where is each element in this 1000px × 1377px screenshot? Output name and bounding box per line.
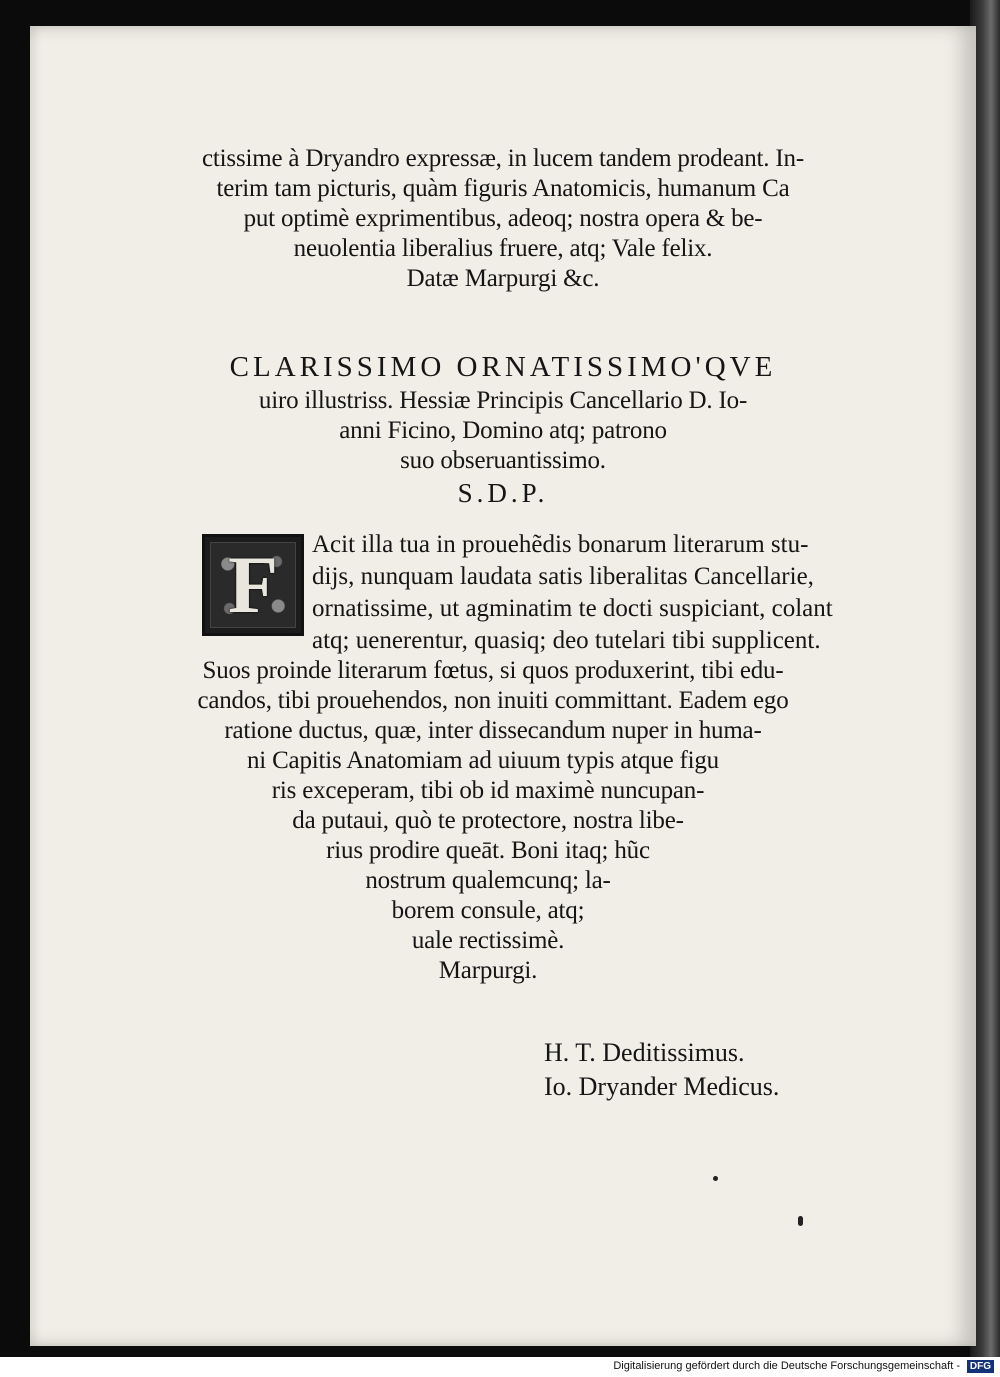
heading-text: CLARISSIMO ORNATISSIMO'QVE xyxy=(229,351,777,383)
signature-line: H. T. Deditissimus. xyxy=(544,1038,745,1067)
decorated-initial xyxy=(202,534,304,636)
salutation-text: S.D.P. xyxy=(457,478,549,508)
dedication-heading xyxy=(30,350,976,384)
ink-speck xyxy=(713,1176,718,1181)
letter-line: ni Capitis Anatomiam ad uiuum typis atque figu xyxy=(246,747,719,774)
dedication-address xyxy=(30,386,976,476)
text-line: put optimè exprimentibus, adeoq; nostra opera & be- xyxy=(243,205,763,232)
letter-line: borem consule, atq; xyxy=(391,897,585,924)
letter-line: ratione ductus, quæ, inter dissecandum nuper in huma- xyxy=(224,717,762,744)
letter-line: ris exceperam, tibi ob id maximè nuncupan- xyxy=(271,777,705,804)
initial-letter: F xyxy=(227,539,279,630)
letter-line: rius prodire queāt. Boni itaq; hũc xyxy=(326,837,650,864)
salutation xyxy=(30,478,976,508)
signature-line: Io. Dryander Medicus. xyxy=(544,1072,780,1101)
digitization-footer xyxy=(0,1357,1000,1377)
letter-line: candos, tibi prouehendos, non inuiti committant. Eadem ego xyxy=(197,687,789,714)
letter-line: Acit illa tua in prouehẽdis bonarum literarum stu- xyxy=(312,531,809,558)
funding-credit: Digitalisierung gefördert durch die Deutsche Forschungsgemeinschaft - xyxy=(613,1360,960,1372)
text-line: anni Ficino, Domino atq; patrono xyxy=(339,417,667,444)
letter-line: Marpurgi. xyxy=(438,957,538,984)
letter-line: ornatissime, ut agminatim te docti suspiciant, colant xyxy=(312,595,833,622)
ink-speck xyxy=(798,1216,803,1226)
letter-line: nostrum qualemcunq; la- xyxy=(365,867,611,894)
text-line: neuolentia liberalius fruere, atq; Vale felix. xyxy=(293,235,713,262)
dfg-logo: DFG xyxy=(967,1360,994,1373)
text-line: uiro illustriss. Hessiæ Principis Cancellario D. Io- xyxy=(258,387,748,414)
letter-line: dijs, nunquam laudata satis liberalitas Cancellarie, xyxy=(312,563,814,590)
letter-line: Suos proinde literarum fœtus, si quos produxerint, tibi edu- xyxy=(202,657,784,684)
text-line: terim tam picturis, quàm figuris Anatomicis, humanum Ca xyxy=(216,175,790,202)
letter-line: uale rectissimè. xyxy=(411,927,565,954)
text-line: ctissime à Dryandro expressæ, in lucem tandem prodeant. In- xyxy=(202,145,804,172)
letter-body xyxy=(30,656,976,986)
opening-paragraph xyxy=(30,144,976,294)
letter-line: da putaui, quò te protectore, nostra libe- xyxy=(292,807,684,834)
text-line: suo obseruantissimo. xyxy=(400,447,606,474)
book-page xyxy=(30,26,976,1346)
text-line: Datæ Marpurgi &c. xyxy=(406,265,600,292)
letter-line: atq; uenerentur, quasiq; deo tutelari tibi supplicent. xyxy=(312,627,821,654)
